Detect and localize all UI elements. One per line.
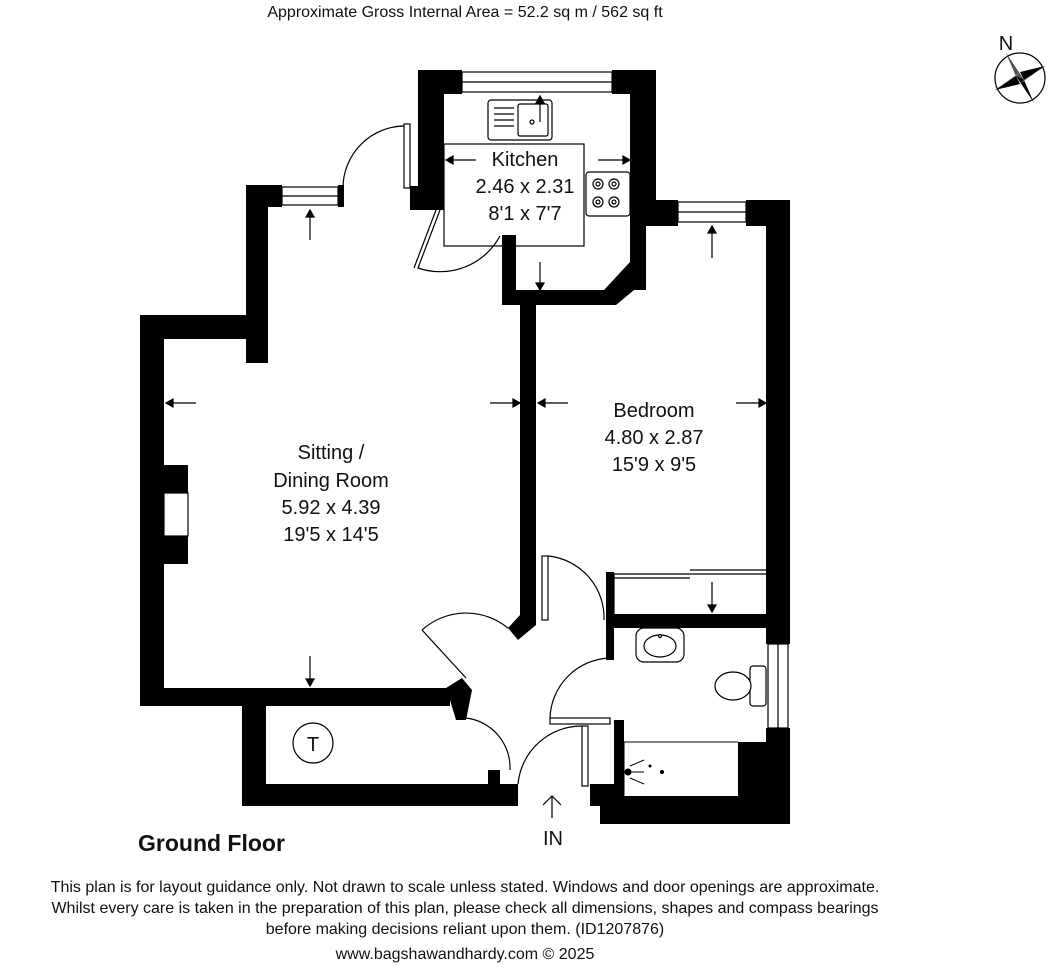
disclaimer-line-3: before making decisions reliant upon them. (ID1207876) — [265, 921, 665, 938]
sitting-imperial: 19'5 x 14'5 — [283, 524, 379, 546]
wall-kitchen-south — [502, 290, 614, 305]
sitting-name-line1: Sitting / — [297, 442, 365, 464]
floor-label: Ground Floor — [138, 830, 285, 856]
wall-shower-west — [614, 720, 624, 800]
washbasin-icon — [636, 628, 684, 662]
wall-sitting-north-stub2 — [338, 185, 344, 207]
wall-sitting-north-step — [246, 185, 268, 363]
door-sitting-leaf — [422, 630, 466, 678]
door-leaf-bedroom — [542, 556, 548, 620]
wall-bedroom-east — [766, 200, 790, 640]
door-sitting-arc — [422, 613, 508, 630]
sitting-name-line2: Dining Room — [273, 470, 389, 492]
wall-hall-angle — [446, 678, 472, 720]
kitchen-imperial: 8'1 x 7'7 — [488, 203, 562, 225]
wall-bath-south — [600, 796, 790, 824]
door-arc-garden — [343, 126, 405, 188]
wall-bath-east-top — [766, 628, 790, 644]
door-arc-bathroom — [550, 658, 610, 718]
kitchen-label — [476, 149, 575, 225]
door-leaf-bathroom — [550, 718, 610, 724]
toilet-icon — [715, 666, 766, 706]
kitchen-metric: 2.46 x 2.31 — [475, 176, 575, 198]
wall-sitting-north-stub — [246, 185, 282, 207]
dimension-arrows — [166, 96, 766, 686]
door-leaf-entrance — [582, 726, 588, 786]
compass-north-label: N — [998, 33, 1014, 55]
wall-kitchen-north-left — [418, 70, 462, 94]
door-arc-bedroom — [548, 556, 604, 620]
shower-icon — [624, 742, 738, 796]
wall-bath-west-upper — [606, 620, 614, 660]
entrance-arrow-icon — [543, 796, 561, 818]
wall-sitting-west — [140, 315, 164, 705]
wall-south-main — [242, 784, 518, 806]
website-footer: www.bagshawandhardy.com © 2025 — [335, 946, 595, 963]
door-arc-entrance — [518, 726, 582, 784]
kitchen-name: Kitchen — [491, 149, 559, 171]
wall-partition-end — [508, 615, 536, 640]
wall-partition — [520, 305, 536, 623]
door-arc-cupboard — [466, 718, 510, 770]
fireplace-hearth — [164, 493, 188, 536]
wall-bathroom-north — [606, 614, 790, 628]
bedroom-label — [605, 400, 704, 476]
door-leaf-garden — [404, 124, 410, 188]
sitting-room-label — [273, 442, 389, 546]
disclaimer — [0, 877, 930, 940]
bath-service-block — [738, 742, 790, 800]
sink-icon — [488, 100, 552, 140]
chimney-top — [164, 465, 188, 493]
compass-icon — [995, 33, 1045, 103]
hob-icon — [586, 172, 630, 216]
wall-door-stop — [488, 770, 500, 784]
disclaimer-line-2: Whilst every care is taken in the preparation of this plan, please check all dimensions, shapes and compass bearings — [51, 900, 879, 917]
entrance-label: IN — [543, 828, 563, 850]
tank-label: T — [306, 734, 320, 756]
bedroom-imperial: 15'9 x 9'5 — [611, 454, 697, 476]
wall-bedroom-west-upper — [630, 200, 646, 290]
bedroom-metric: 4.80 x 2.87 — [604, 427, 704, 449]
gross-area-heading: Approximate Gross Internal Area = 52.2 sq m / 562 sq ft — [267, 4, 663, 21]
wall-kitchen-west-stub — [410, 186, 444, 210]
sitting-metric: 5.92 x 4.39 — [281, 497, 381, 519]
bedroom-name: Bedroom — [613, 400, 695, 422]
chimney-bottom — [164, 536, 188, 564]
disclaimer-line-1: This plan is for layout guidance only. Not drawn to scale unless stated. Windows and door openings are approximate. — [50, 879, 880, 896]
wall-sitting-south — [140, 688, 450, 706]
